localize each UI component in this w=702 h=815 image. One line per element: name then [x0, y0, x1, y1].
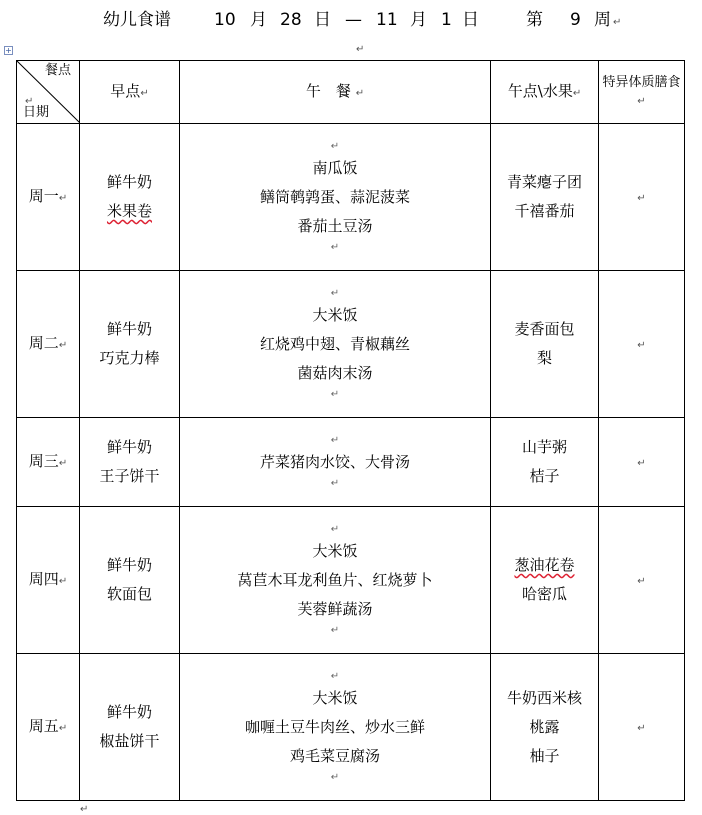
col-header-breakfast: 早点↵ [80, 61, 180, 124]
breakfast-cell: 鲜牛奶 王子饼干 [80, 418, 180, 507]
menu-table [16, 60, 685, 801]
special-cell[interactable]: ↵ [599, 654, 685, 801]
paragraph-mark-icon: ↵ [80, 804, 89, 815]
table-row [17, 271, 685, 418]
snack-cell: 牛奶西米核 桃露 柚子 [491, 654, 599, 801]
table-row [17, 124, 685, 271]
lunch-cell: ↵ 南瓜饭 鳝筒鹌鹑蛋、蒜泥菠菜 番茄土豆汤 ↵ [180, 124, 491, 271]
paragraph-mark-icon: ↵ [613, 17, 622, 28]
lunch-cell: ↵ 大米饭 莴苣木耳龙利鱼片、红烧萝卜 芙蓉鲜蔬汤 ↵ [180, 507, 491, 654]
week-prefix: 第 [526, 10, 543, 30]
snack-cell: 麦香面包 梨 [491, 271, 599, 418]
paragraph-mark-icon: ↵ [25, 96, 34, 107]
snack-cell: 葱油花卷 哈密瓜 [491, 507, 599, 654]
special-cell[interactable]: ↵ [599, 271, 685, 418]
breakfast-cell: 鲜牛奶 米果卷 [80, 124, 180, 271]
day-cell: 周一↵ [17, 124, 80, 271]
corner-bottom-label: 日期 [23, 105, 50, 120]
menu-title-line [0, 6, 702, 34]
day-cell: 周五↵ [17, 654, 80, 801]
col-header-lunch: 午 餐 ↵ [180, 61, 491, 124]
lunch-cell: ↵ 芹菜猪肉水饺、大骨汤 ↵ [180, 418, 491, 507]
day-end: 1 [441, 10, 452, 30]
day-cell: 周四↵ [17, 507, 80, 654]
day-cell: 周三↵ [17, 418, 80, 507]
month-end: 11 [376, 10, 398, 30]
day-start: 28 [280, 10, 302, 30]
week-number: 9 [570, 10, 581, 30]
date-dash: — [345, 10, 362, 30]
corner-top-label: 餐点 [44, 63, 71, 78]
corner-cell [17, 61, 80, 124]
paragraph-mark-icon: ↵ [356, 44, 365, 55]
col-header-snack: 午点\水果↵ [491, 61, 599, 124]
special-cell[interactable]: ↵ [599, 418, 685, 507]
col-header-special: 特异体质膳食↵ [599, 61, 685, 124]
table-row [17, 507, 685, 654]
breakfast-cell: 鲜牛奶 巧克力棒 [80, 271, 180, 418]
special-cell[interactable]: ↵ [599, 124, 685, 271]
month-start: 10 [214, 10, 236, 30]
snack-cell: 青菜瘪子团 千禧番茄 [491, 124, 599, 271]
day-word-1: 日 [314, 10, 331, 30]
breakfast-cell: 鲜牛奶 软面包 [80, 507, 180, 654]
header-row [17, 61, 685, 124]
menu-title: 幼儿食谱 [103, 10, 171, 30]
special-cell[interactable]: ↵ [599, 507, 685, 654]
table-row [17, 654, 685, 801]
lunch-cell: ↵ 大米饭 咖喱土豆牛肉丝、炒水三鲜 鸡毛菜豆腐汤 ↵ [180, 654, 491, 801]
table-move-handle-icon[interactable]: + [5, 46, 12, 55]
snack-cell: 山芋粥 桔子 [491, 418, 599, 507]
day-word-2: 日 [462, 10, 479, 30]
month-word-1: 月 [250, 10, 267, 30]
breakfast-cell: 鲜牛奶 椒盐饼干 [80, 654, 180, 801]
day-cell: 周二↵ [17, 271, 80, 418]
lunch-cell: ↵ 大米饭 红烧鸡中翅、青椒藕丝 菌菇肉末汤 ↵ [180, 271, 491, 418]
month-word-2: 月 [410, 10, 427, 30]
week-suffix: 周 [594, 10, 611, 30]
table-row [17, 418, 685, 507]
